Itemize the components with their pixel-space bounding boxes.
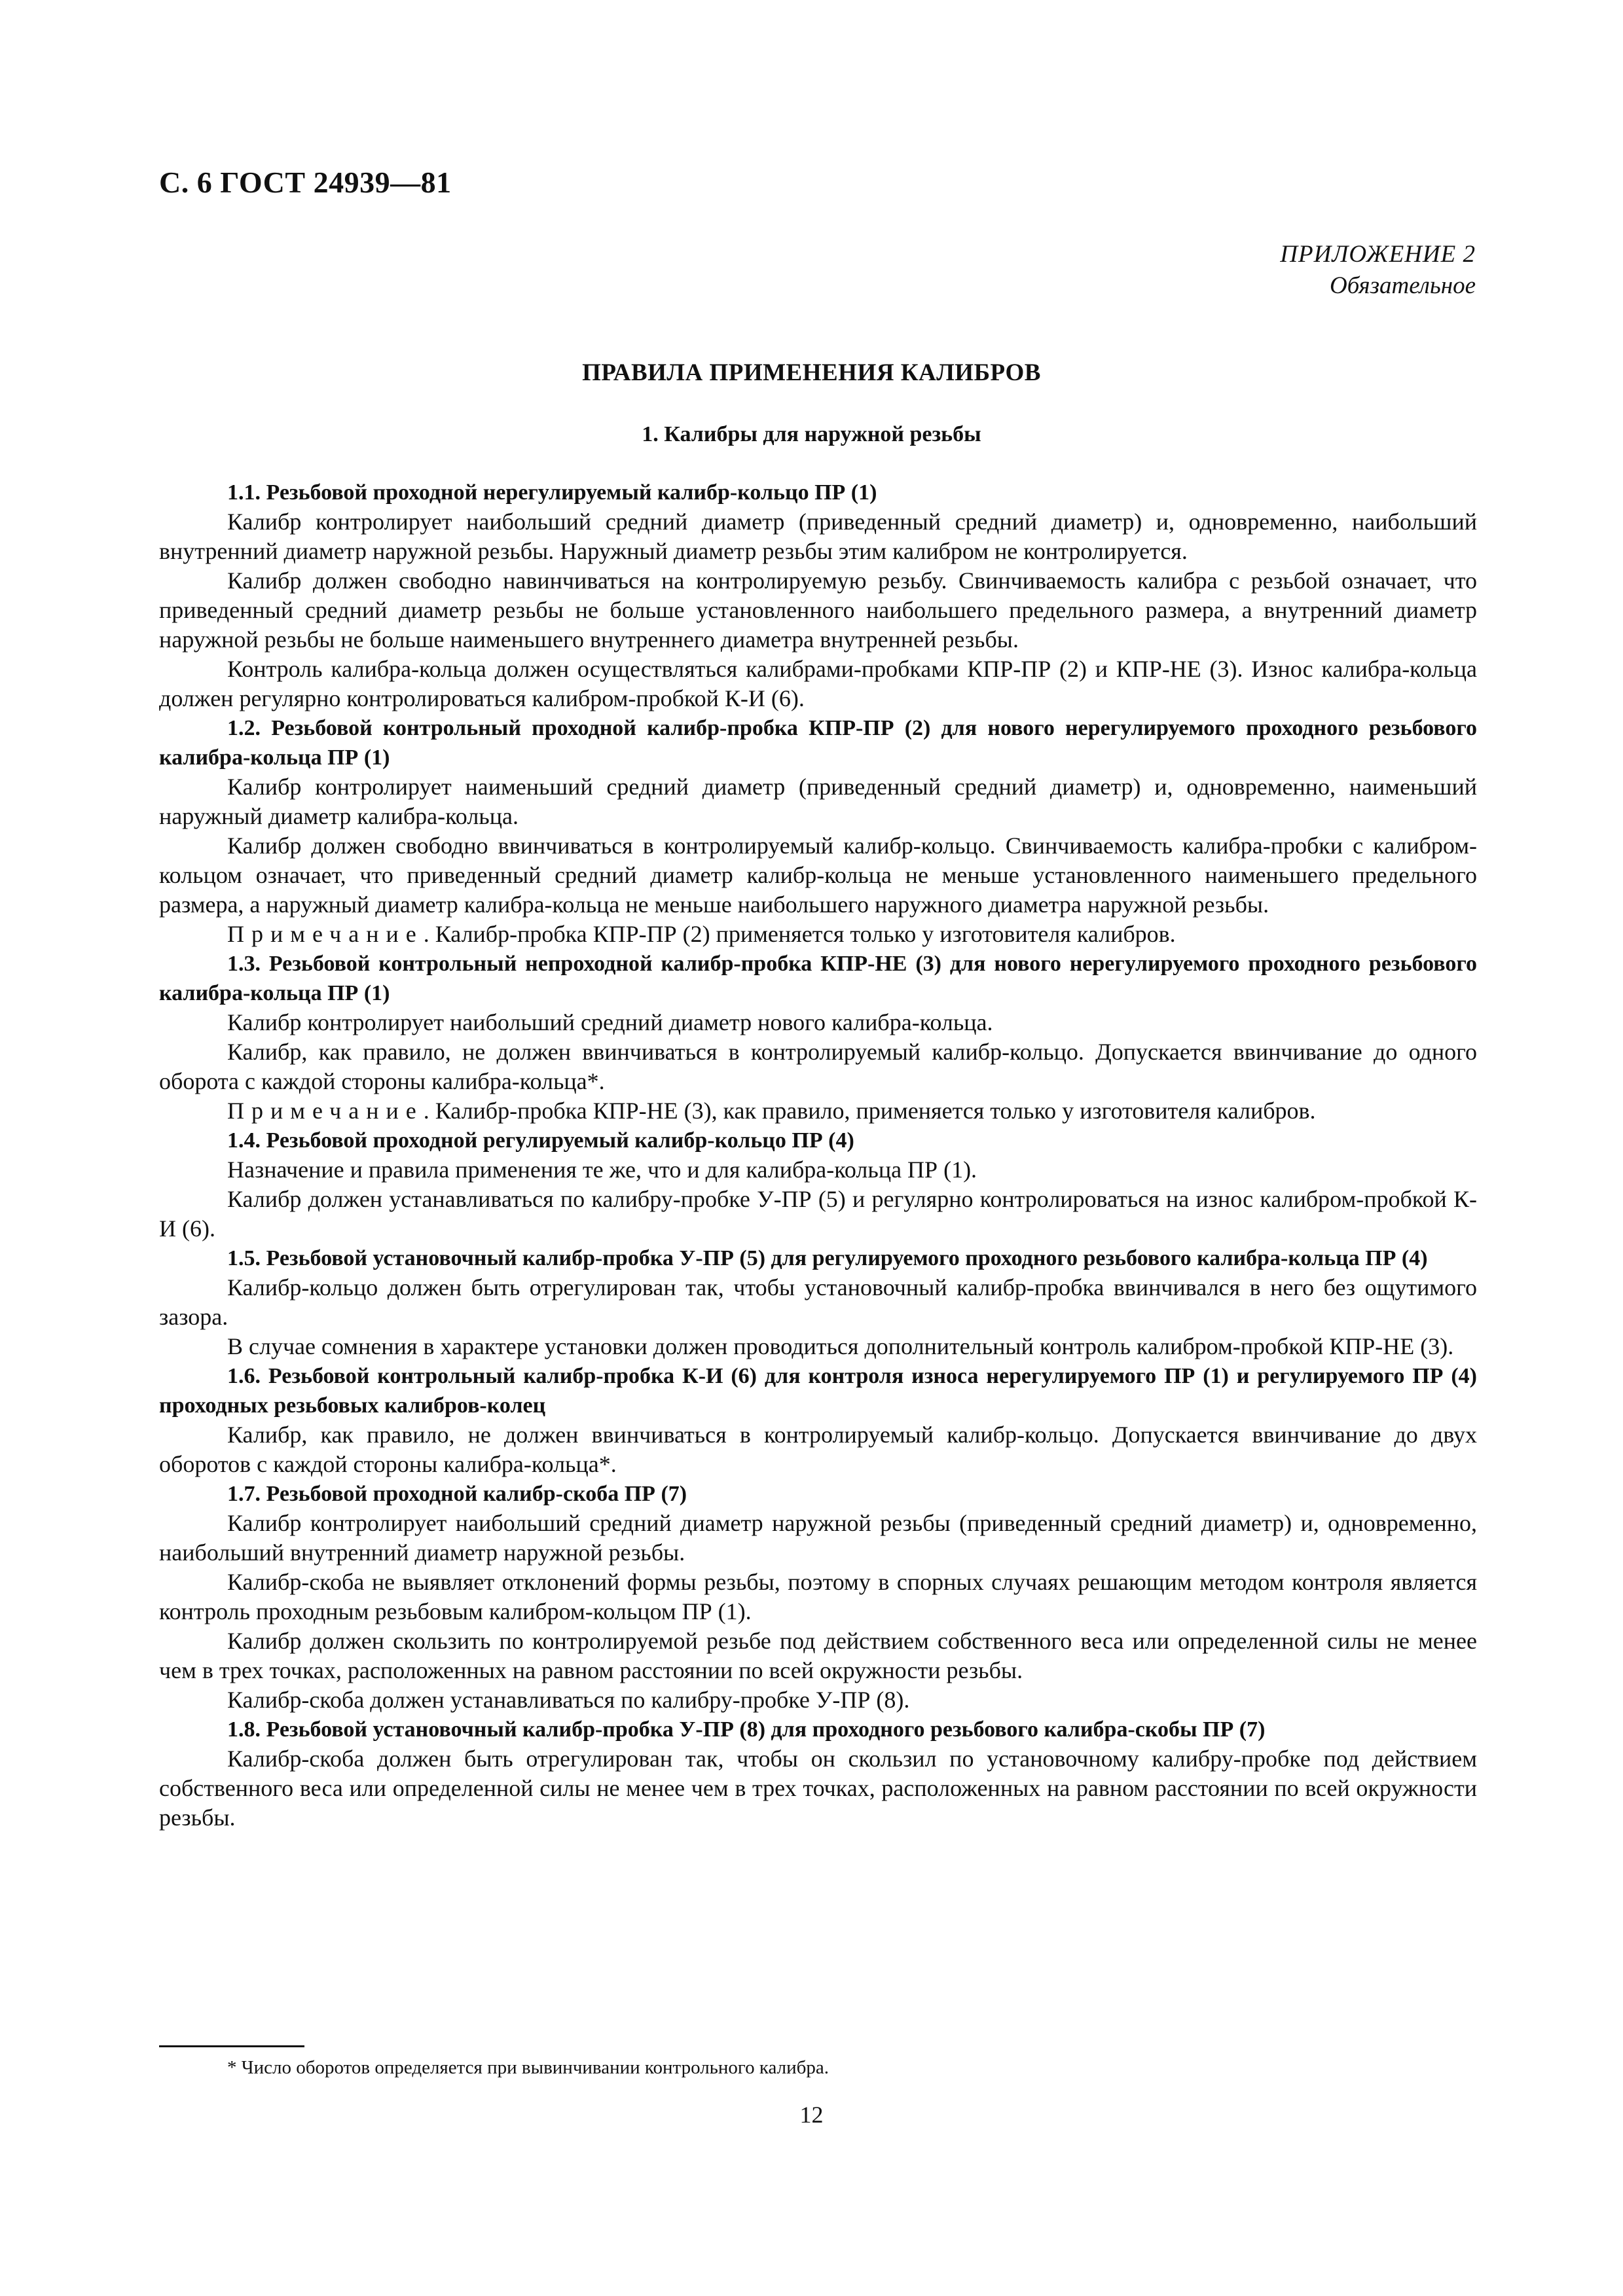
paragraph: Калибр контролирует наибольший средний диаметр нового калибра-кольца. — [227, 1009, 993, 1035]
subsection-title-1-7: 1.7. Резьбовой проходной калибр-скоба ПР (7) — [227, 1482, 687, 1506]
note-text: . Калибр-пробка КПР-ПР (2) применяется только у изготовителя калибров. — [423, 921, 1176, 947]
appendix-label: ПРИЛОЖЕНИЕ 2 — [1280, 241, 1476, 268]
note-label: Примечание — [227, 1098, 424, 1124]
paragraph: Калибр, как правило, не должен ввинчиваться в контролируемый калибр-кольцо. Допускается ввинчивание до одного оборота с каждой стороны калибра-кольца*. — [159, 1039, 1477, 1094]
paragraph: Калибр-скоба не выявляет отклонений формы резьбы, поэтому в спорных случаях решающим методом контроля является контроль проходным резьбовым калибром-кольцом ПР (1). — [159, 1569, 1477, 1624]
section-title: 1. Калибры для наружной резьбы — [642, 422, 981, 446]
subsection-title-1-1: 1.1. Резьбовой проходной нерегулируемый калибр-кольцо ПР (1) — [227, 480, 877, 505]
subsection-title-1-4: 1.4. Резьбовой проходной регулируемый калибр-кольцо ПР (4) — [227, 1128, 854, 1153]
paragraph: Калибр контролирует наименьший средний диаметр (приведенный средний диаметр) и, одновременно, наименьший наружный диаметр калибра-кольца. — [159, 774, 1477, 829]
paragraph: Калибр должен устанавливаться по калибру-пробке У-ПР (5) и регулярно контролироваться на износ калибром-пробкой К-И (6). — [159, 1186, 1477, 1242]
appendix-block — [1280, 239, 1476, 302]
subsection-title-1-8: 1.8. Резьбовой установочный калибр-пробка У-ПР (8) для проходного резьбового калибра-скобы ПР (7) — [227, 1717, 1266, 1742]
paragraph: Калибр-скоба должен быть отрегулирован так, чтобы он скользил по установочному калибру-пробке под действием собственного веса или определенной силы не менее чем в трех точках, расположенных на равном расстоянии по всей окружности резьбы. — [159, 1746, 1477, 1831]
subsection-title-1-6: 1.6. Резьбовой контрольный калибр-пробка К-И (6) для контроля износа нерегулируемого ПР (1) и регулируемого ПР (4) проходных резьбовых калибров-колец — [159, 1364, 1477, 1418]
paragraph: Калибр контролирует наибольший средний диаметр (приведенный средний диаметр) и, одновременно, наибольший внутренний диаметр наружной резьбы. Наружный диаметр резьбы этим калибром не контролируется. — [159, 509, 1477, 564]
note-label: Примечание — [227, 921, 424, 947]
paragraph: Калибр должен свободно ввинчиваться в контролируемый калибр-кольцо. Свинчиваемость калибра-пробки с калибром-кольцом означает, что приведенный средний диаметр калибр-кольца не меньше установленного наименьшего предельного размера, а наружный диаметр калибра-кольца не меньше наибольшего наружного диаметра наружной резьбы. — [159, 833, 1477, 918]
paragraph: Калибр-скоба должен устанавливаться по калибру-пробке У-ПР (8). — [227, 1687, 910, 1713]
note — [159, 1096, 1477, 1126]
page-number: 12 — [799, 2102, 824, 2128]
page-header: С. 6 ГОСТ 24939—81 — [159, 166, 452, 199]
paragraph: Калибр должен скользить по контролируемой резьбе под действием собственного веса или определенной силы не менее чем в трех точках, расположенных на равном расстоянии по всей окружности резьбы. — [159, 1628, 1477, 1683]
document-body — [159, 478, 1477, 1833]
footnote-divider — [159, 2045, 304, 2047]
paragraph: Калибр контролирует наибольший средний диаметр наружной резьбы (приведенный средний диаметр) и, одновременно, наибольший внутренний диаметр наружной резьбы. — [159, 1510, 1477, 1566]
footnote: * Число оборотов определяется при вывинчивании контрольного калибра. — [227, 2057, 829, 2078]
paragraph: Назначение и правила применения те же, что и для калибра-кольца ПР (1). — [227, 1157, 977, 1183]
subsection-title-1-5: 1.5. Резьбовой установочный калибр-пробка У-ПР (5) для регулируемого проходного резьбового калибра-кольца ПР (4) — [227, 1246, 1428, 1270]
subsection-title-1-3: 1.3. Резьбовой контрольный непроходной калибр-пробка КПР-НЕ (3) для нового нерегулируемого проходного резьбового калибра-кольца ПР (1) — [159, 952, 1477, 1005]
paragraph: В случае сомнения в характере установки должен проводиться дополнительный контроль калибром-пробкой КПР-НЕ (3). — [227, 1333, 1454, 1359]
paragraph: Калибр, как правило, не должен ввинчиваться в контролируемый калибр-кольцо. Допускается ввинчивание до двух оборотов с каждой стороны калибра-кольца*. — [159, 1422, 1477, 1477]
paragraph: Калибр-кольцо должен быть отрегулирован так, чтобы установочный калибр-пробка ввинчивался в него без ощутимого зазора. — [159, 1274, 1477, 1330]
document-title: ПРАВИЛА ПРИМЕНЕНИЯ КАЛИБРОВ — [582, 359, 1041, 386]
appendix-status: Обязательное — [1329, 272, 1476, 299]
subsection-title-1-2: 1.2. Резьбовой контрольный проходной калибр-пробка КПР-ПР (2) для нового нерегулируемого проходного резьбового калибра-кольца ПР (1) — [159, 716, 1477, 770]
note — [159, 920, 1477, 949]
note-text: . Калибр-пробка КПР-НЕ (3), как правило, применяется только у изготовителя калибров. — [423, 1098, 1316, 1124]
paragraph: Контроль калибра-кольца должен осуществляться калибрами-пробками КПР-ПР (2) и КПР-НЕ (3). Износ калибра-кольца должен регулярно контролироваться калибром-пробкой К-И (6). — [159, 656, 1477, 711]
paragraph: Калибр должен свободно навинчиваться на контролируемую резьбу. Свинчиваемость калибра с резьбой означает, что приведенный средний диаметр резьбы не больше установленного наибольшего предельного размера, а внутренний диаметр наружной резьбы не больше наименьшего внутреннего диаметра внутренней резьбы. — [159, 567, 1477, 653]
